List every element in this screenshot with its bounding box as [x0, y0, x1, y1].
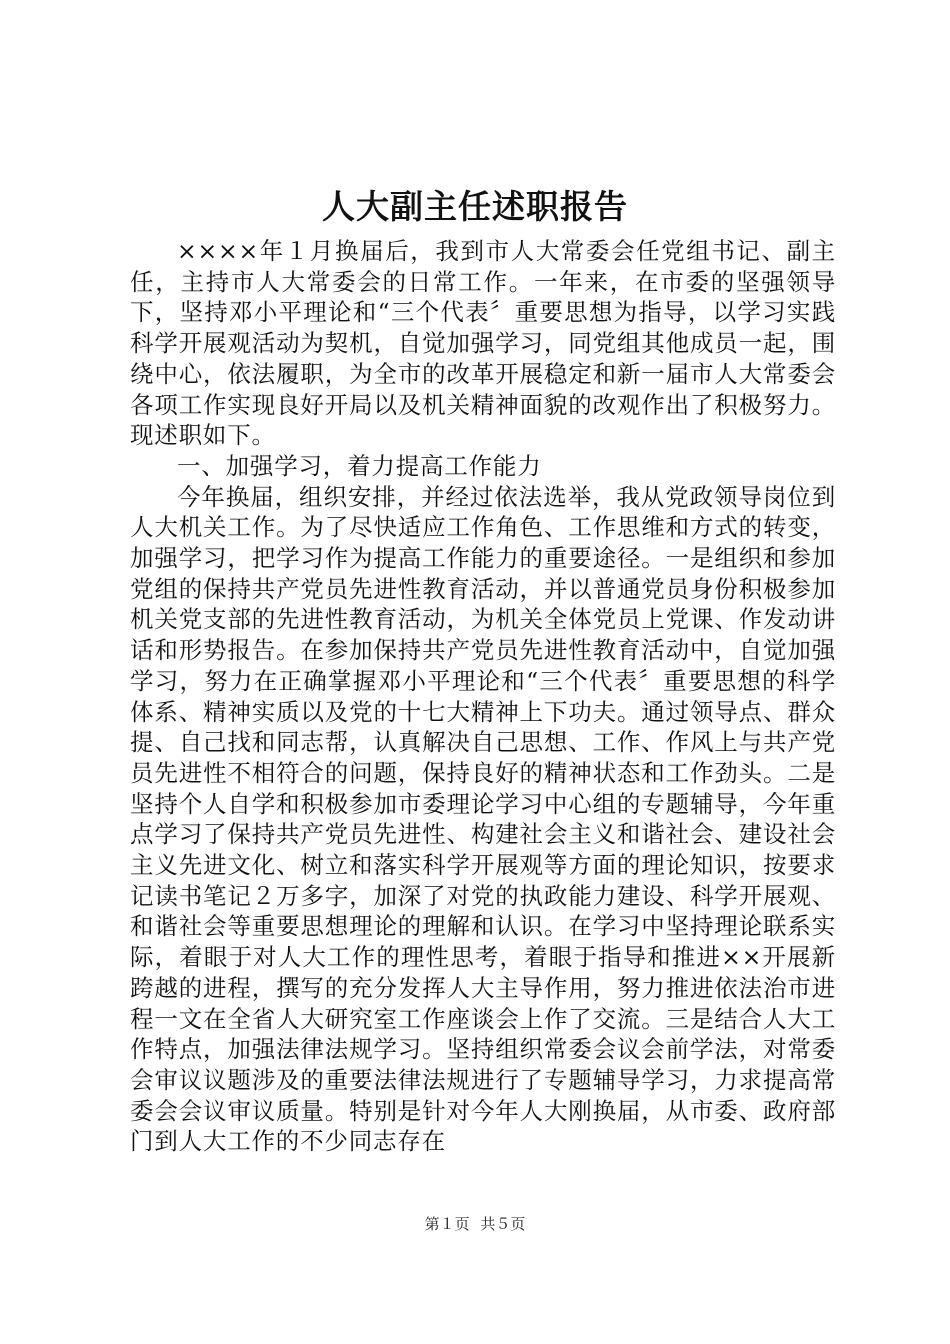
- page-footer: [0, 1214, 950, 1234]
- section-heading: 一、加强学习，着力提高工作能力: [177, 451, 542, 480]
- document-title: 人大副主任述职报告: [322, 187, 628, 226]
- body-paragraph: 今年换届，组织安排，并经过依法选举，我从党政领导岗位到人大机关工作。为了尽快适应工作角色、工作思维和方式的转变，加强学习，把学习作为提高工作能力的重要途径。一是组织和参加党组的保持共产党员先进性教育活动，并以普通党员身份积极参加机关党支部的先进性教育活动，为机关全体党员上党课、作发动讲话和形势报告。在参加保持共产党员先进性教育活动中，自觉加强学习，努力在正确掌握邓小平理论和“三个代表〞重要思想的科学体系、精神实质以及党的十七大精神上下功夫。通过领导点、群众提、自己找和同志帮，认真解决自己思想、工作、作风上与共产党员先进性不相符合的问题，保持良好的精神状态和工作劲头。二是坚持个人自学和积极参加市委理论学习中心组的专题辅导，今年重点学习了保持共产党员先进性、构建社会主义和谐社会、建设社会主义先进文化、树立和落实科学开展观等方面的理论知识，按要求记读书笔记２万多字，加深了对党的执政能力建设、科学开展观、和谐社会等重要思想理论的理解和认识。在学习中坚持理论联系实际，着眼于对人大工作的理性思考，着眼于指导和推进××开展新跨越的进程，撰写的充分发挥人大主导作用，努力推进依法治市进程一文在全省人大研究室工作座谈会上作了交流。三是结合人大工作特点，加强法律法规学习。坚持组织常委会议会前学法，对常委会审议议题涉及的重要法律法规进行了专题辅导学习，力求提高常委会会议审议质量。特别是针对今年人大刚换届，从市委、政府部门到人大工作的不少同志存在: [130, 482, 836, 1156]
- page-number: 第１页: [424, 1215, 470, 1233]
- intro-paragraph: ××××年１月换届后，我到市人大常委会任党组书记、副主任，主持市人大常委会的日常工作。一年来，在市委的坚强领导下，坚持邓小平理论和“三个代表〞重要思想为指导，以学习实践科学开展观活动为契机，自觉加强学习，同党组其他成员一起，围绕中心，依法履职，为全市的改革开展稳定和新一届市人大常委会各项工作实现良好开局以及机关精神面貌的改观作出了积极努力。现述职如下。: [130, 237, 836, 450]
- document-body: [130, 236, 836, 1157]
- page-total: 共５页: [480, 1215, 526, 1233]
